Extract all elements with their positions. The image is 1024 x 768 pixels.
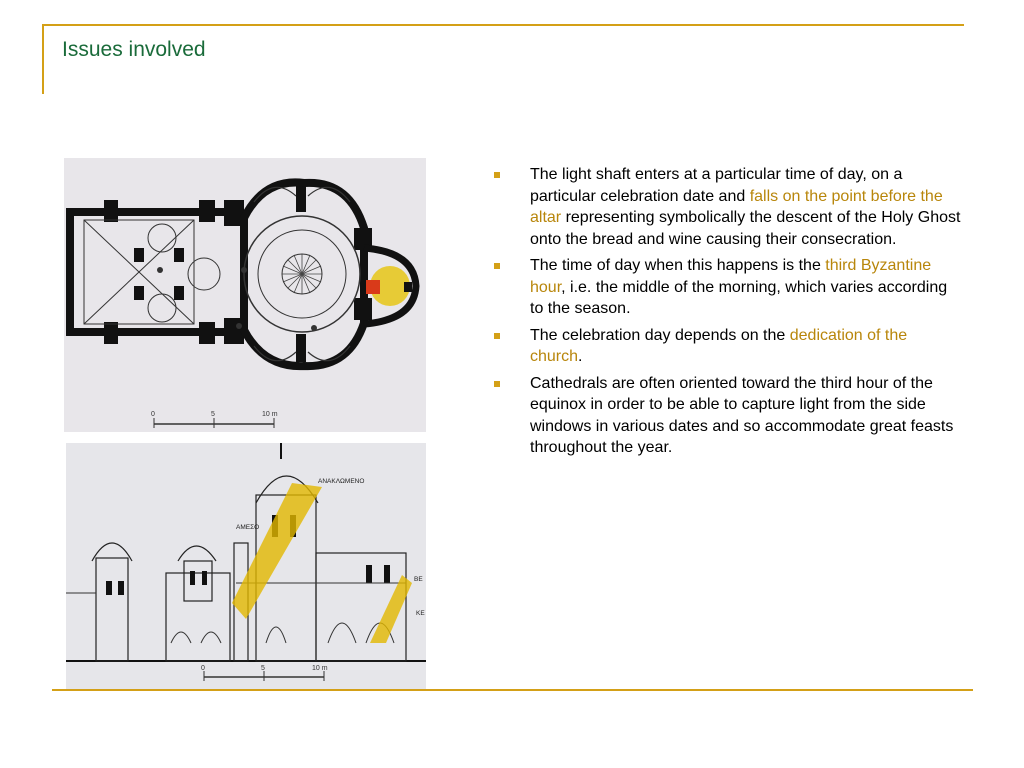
church-section-image bbox=[66, 443, 426, 689]
square-bullet-icon bbox=[494, 333, 500, 339]
section-label-be: ΒΕ bbox=[414, 576, 423, 583]
bullet-text: Cathedrals are often oriented toward the third hour of the equinox in order to be able to capture light from the side windows in various dates and so accommodate great feasts throughout the year. bbox=[530, 374, 954, 456]
bullet-text: , i.e. the middle of the morning, which varies according to the season. bbox=[530, 278, 948, 317]
bullet-text: representing symbolically the descent of the Holy Ghost onto the bread and wine causing their consecration. bbox=[530, 209, 961, 248]
section-label-direct: ΑΜΕΣΟ bbox=[236, 524, 260, 531]
frame-bottom-rule bbox=[52, 689, 973, 691]
plan-scale-5: 5 bbox=[211, 411, 215, 418]
bullet-text: The time of day when this happens is the bbox=[530, 257, 826, 274]
slide-title: Issues involved bbox=[62, 38, 206, 61]
plan-scale-0: 0 bbox=[151, 411, 155, 418]
bullet-item bbox=[494, 255, 964, 320]
square-bullet-icon bbox=[494, 381, 500, 387]
bullet-list bbox=[494, 164, 964, 464]
square-bullet-icon bbox=[494, 263, 500, 269]
church-floor-plan-image bbox=[64, 158, 426, 432]
section-scale-5: 5 bbox=[261, 665, 265, 672]
square-bullet-icon bbox=[494, 172, 500, 178]
section-scale-10: 10 m bbox=[312, 665, 328, 672]
frame-left-rule bbox=[42, 24, 44, 94]
bullet-text: . bbox=[578, 348, 583, 365]
bullet-item bbox=[494, 325, 964, 368]
plan-scale-10: 10 m bbox=[262, 411, 278, 418]
frame-top-rule bbox=[42, 24, 964, 26]
bullet-item bbox=[494, 373, 964, 459]
bullet-highlight: dedication of the church bbox=[530, 326, 908, 365]
bullet-item bbox=[494, 164, 964, 250]
bullet-text: The light shaft enters at a particular time of day, on a particular celebration date and bbox=[530, 166, 903, 205]
bullet-highlight: falls on the point before the altar bbox=[530, 187, 943, 226]
section-label-reflected: ΑΝΑΚΛΩΜΕΝΟ bbox=[318, 478, 365, 485]
section-label-ke: ΚΕ bbox=[416, 610, 425, 617]
bullet-text: The celebration day depends on the bbox=[530, 326, 790, 344]
section-scale-0: 0 bbox=[201, 665, 205, 672]
bullet-highlight: third Byzantine hour bbox=[530, 257, 932, 296]
